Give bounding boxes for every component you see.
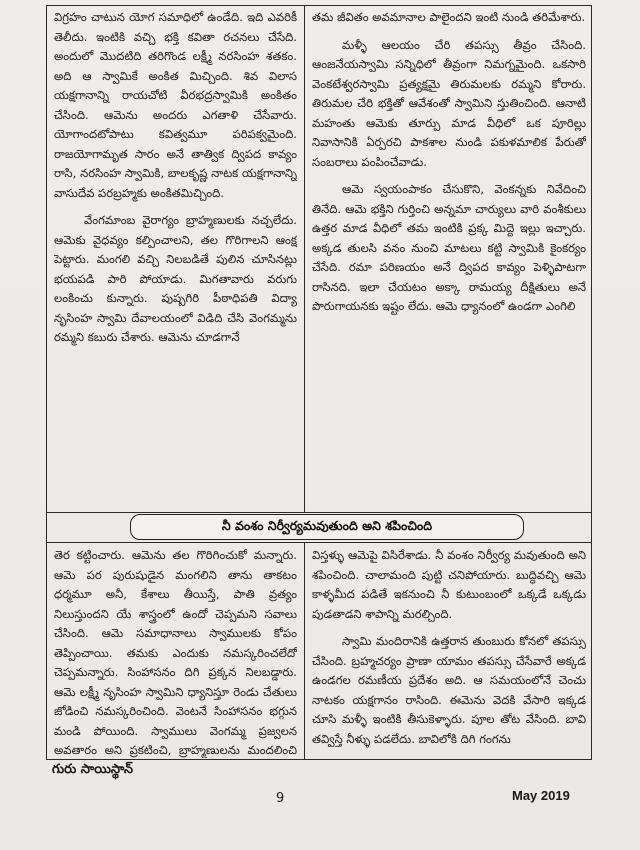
page-number: 9 [276,791,285,806]
paragraph: తెర కట్టించారు. ఆమెను తల గొరిగించుకో మన్నారు. ఆమె పర పురుషుడైన మంగలిని తాను తాకటం ధర్మమూ అనీ, కేశాలు తీయిస్తే, పాతి వ్రత్యం నిలుస్తుందని యే శాస్త్రంలో ఉందో చెప్పమని సవాలు చేసింది. ఆమె సమాధానాలు స్వాములకు కోపం తెప్పించాయి. తమకు ఎందుకు నమస్కరించలేదో చెప్పమన్నారు. సింహాసనం దిగి ప్రక్కన నిలబడ్డారు. ఆమె లక్ష్మీ నృసింహ స్వామిని ధ్యానిస్తూ రెండు చేతులు జోడించి నమస్కరించింది. వెంటనే సింహాసనం భగ్గున మండి పోయింది. స్వాములు వెంగమ్మ ప్రజ్వలన అవతారం అని ప్రకటించి, బ్రాహ్మణులను మందలించి [54,548,297,757]
column-bottom-right [312,546,586,758]
paragraph: ఆమె స్వయంపాకం చేసుకొని, వెంకన్నకు నివేదించి తినేది. ఆమె భక్తిని గుర్తించి అన్నమా చార్యులు వారి వంశీకులు ఉత్తర మాడ వీధిలో తమ ఇంటికి ప్రక్క మిద్దె ఇల్లు ఇచ్చారు. అక్కడ తులసి వనం నుంచి మాటలు కట్టి స్వామికి కైంకర్యం చేసేది. రమా పరిణయం అనే ద్విపద కావ్యం పెళ్ళిపాటగా రాసినది. ఇలా చేయటం అక్కా రామయ్య దీక్షితులు అనే పొరుగాయనకు ఇష్టం లేదు. ఆమె ధ్యానంలో ఉండగా ఎంగిలి [312,182,586,313]
column-top-right [312,8,586,508]
paragraph: విస్తళ్ళు ఆమెపై విసిరేశాడు. నీ వంశం నిర్వీర్య మవుతుంది అని శపించింది. చాలామంది పుట్టి చనిపోయారు. బుద్ధివచ్చి ఆమె కాళ్ళమీద పడితే ఇకనుంచి నీ కుటుంబంలో ఒక్కడే ఒక్కడు పుడతాడని శాపాన్ని మరల్చింది. [312,548,586,621]
magazine-name: గురు సాయిస్థాన్ [52,762,133,777]
column-top-left [54,8,297,508]
paragraph: స్వామి మందిరానికి ఉత్తరాన తుంబురు కోనలో తపస్సు చేసింది. బ్రహ్మచర్యం ప్రాణా యామం తపస్సు చేసేవారే అక్కడ ఉండగల రమణీయ ప్రదేశం అది. ఆ సమయంలోనే చెంచు నాటకం యక్షగానం రాసింది. ఈమెను వెదకి వేసారి ఇక్కడ చూసి మళ్ళీ ఇంటికి తీసుకెళ్ళారు. పూల తోట వేసింది. బావి తవ్విస్తే నీళ్ళు పడలేదు. బావిలోకి దిగి గంగను [312,634,586,746]
paragraph: మళ్ళీ ఆలయం చేరి తపస్సు తీవ్రం చేసింది. ఆంజనేయస్వామి సన్నిధిలో తీవ్రంగా నిమగ్నమైంది. ఒకసారి వెంకటేశ్వరస్వామి ప్రత్యక్షమై తిరుమలకు రమ్మని కోరారు. తిరుమల చేరి భక్తితో ఆవేశంతో స్వామిని స్తుతించింది. ఆనాటి మహంతు ఆమెకు తూర్పు మాడ వీధిలో ఒక పూరిల్లు నివాసానికి ఏర్పరచి పాకశాల నుండి పకుళమాలిక పేరుతో సంబరాలు పంపించేవాడు. [312,37,586,169]
column-divider-top [304,5,305,512]
column-divider-bottom [304,542,305,760]
section-heading-text: నీ వంశం నిర్వీర్యమవుతుంది అని శపించింది [221,517,433,533]
paragraph: వేంగమాంబ వైరాగ్యం బ్రాహ్మణులకు నచ్చలేదు. ఆమెకు వైధవ్యం కల్పించాలని, తల గొరిగాలని ఆంక్ష పెట్టారు. మంగలి వచ్చి నిలబడితే పులిన చూసినట్లు భయపడి పారి పోయాడు. మిగతావారు వరుగు లంకించు కున్నారు. పుష్పగిరి పీఠాధిపతి విద్యా నృసింహ స్వామి దేవాలయంలో విడిది చేసి వెంగమ్మను రమ్మని కబురు చేశారు. ఆమెను చూడగానే [54,213,297,344]
column-bottom-left [54,546,297,758]
issue-date: May 2019 [512,788,570,803]
section-rule-lower [46,542,592,543]
section-heading [130,514,524,540]
paragraph: తమ జీవితం అవమానాల పాలైందని ఇంటి నుండి తరిమేశారు. [312,10,586,24]
section-rule-upper [46,512,592,513]
paragraph: విగ్రహం చాటున యోగ సమాధిలో ఉండేది. ఇది ఎవరికీ తెలీదు. ఇంటికి వచ్చి భక్తి కవితా రచనలు చేసేది. అందులో మొదటిది తరిగొండ లక్ష్మీ నరసింహ శతకం. అది ఆ స్వామికే అంకిత మిచ్చింది. శివ విలాస యక్షగానాన్ని రాయచోటి వీరభద్రస్వామికి అంకితం చేసింది. ఆమెను అందరు ఎగతాళి చేసేవారు. యోగాందటోపాటు కవిత్వమూ పరిపక్వమైంది. రాజయోగామృత సారం అనే తాత్విక ద్విపద కావ్యం రాసి, నరసింహ స్వామికి, బాలకృష్ణ నాటక యక్షగానాన్ని వాసుదేవ పరబ్రహ్మకు అంకితమిచ్చింది. [54,10,297,200]
